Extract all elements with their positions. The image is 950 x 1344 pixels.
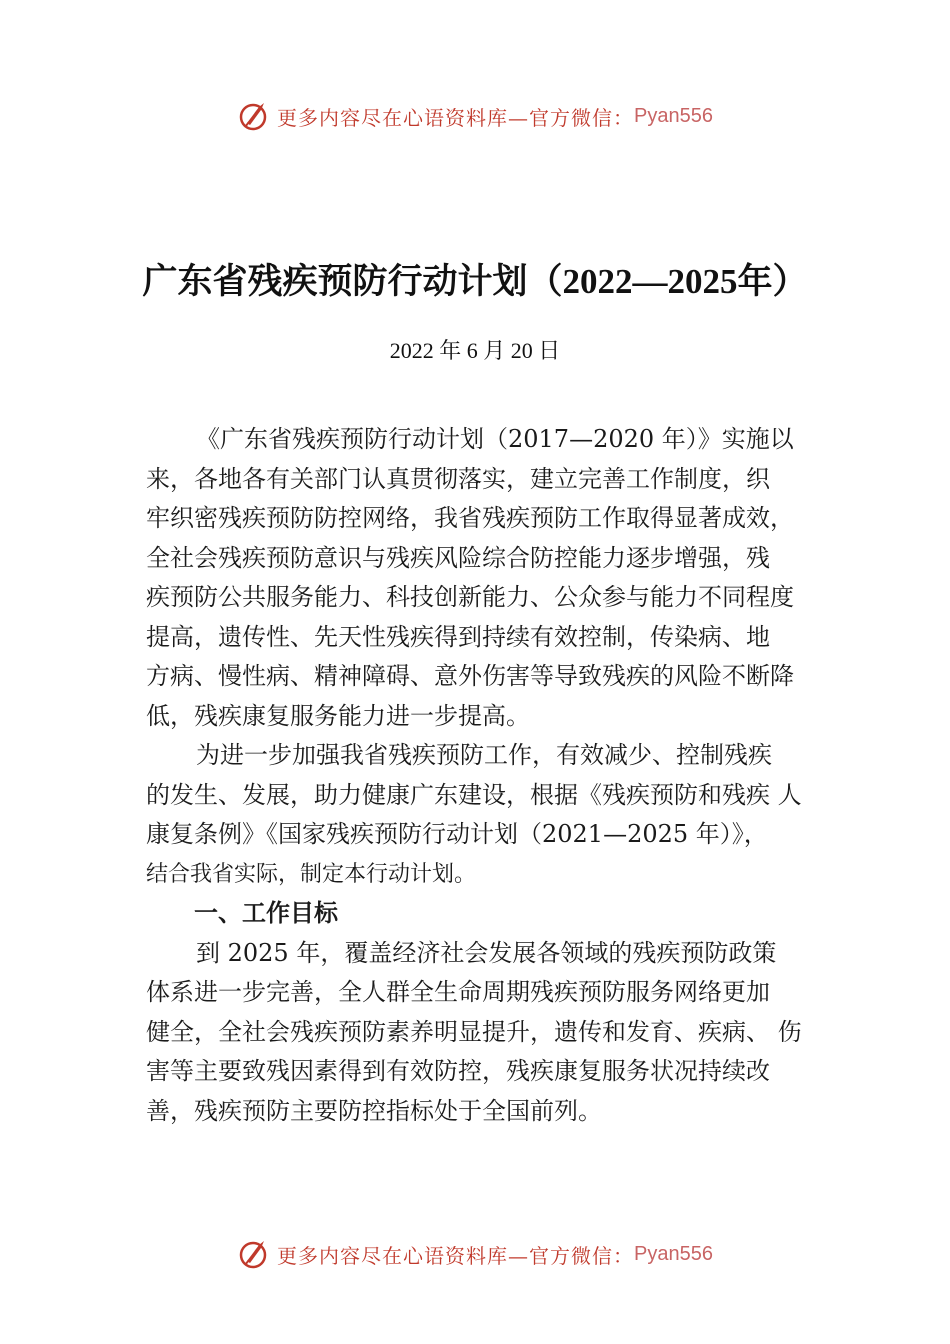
text-line: 害等主要致残因素得到有效防控，残疾康复服务状况持续改: [146, 1057, 770, 1085]
text-line: 低，残疾康复服务能力进一步提高。: [146, 701, 530, 730]
text-line: 结合我省实际，制定本行动计划。: [146, 861, 477, 887]
document-date: 2022 年 6 月 20 日: [389, 338, 561, 363]
text-line: 康复条例》《国家残疾预防行动计划（2021—2025 年）》，: [146, 820, 768, 848]
watermark-text: 更多内容尽在心语资料库—官方微信：: [277, 105, 635, 130]
document-title: [0, 254, 950, 304]
title-prefix: 广东省残疾预防行动计划（: [142, 261, 563, 302]
paragraph-3: [146, 934, 834, 1132]
text-line: 到 2025 年，覆盖经济社会发展各领域的残疾预防政策: [196, 938, 777, 967]
text-line: 健全，全社会残疾预防素养明显提升，遗传和发育、疾病、 伤: [146, 1017, 802, 1046]
text-line: 疾预防公共服务能力、科技创新能力、公众参与能力不同程度: [146, 583, 794, 611]
text-line: 《广东省残疾预防行动计划（2017—2020 年）》实施以: [196, 425, 794, 453]
text-line: 善，残疾预防主要防控指标处于全国前列。: [146, 1096, 602, 1125]
text-line: 方病、慢性病、精神障碍、意外伤害等导致残疾的风险不断降: [146, 662, 794, 690]
text-line: 的发生、发展，助力健康广东建设，根据《残疾预防和残疾 人: [146, 780, 802, 809]
text-line: 体系进一步完善，全人群全生命周期残疾预防服务网络更加: [146, 978, 770, 1006]
title-years: 2022—2025: [562, 262, 738, 301]
paragraph-1: [146, 420, 834, 736]
quill-logo-icon: [237, 99, 271, 133]
text-line: 提高，遗传性、先天性残疾得到持续有效控制，传染病、地: [146, 622, 770, 651]
watermark-handle: Pyan556: [634, 104, 713, 127]
watermark-text: 更多内容尽在心语资料库—官方微信：: [277, 1243, 635, 1268]
text-line: 来，各地各有关部门认真贯彻落实，建立完善工作制度，织: [146, 464, 770, 493]
watermark-banner-top: [0, 96, 950, 136]
text-line: 全社会残疾预防意识与残疾风险综合防控能力逐步增强，残: [146, 543, 770, 572]
text-line: 牢织密残疾预防防控网络，我省残疾预防工作取得显著成效，: [146, 504, 794, 532]
text-line: 为进一步加强我省残疾预防工作，有效减少、控制残疾: [196, 741, 772, 769]
section-heading: 一、工作目标: [194, 899, 338, 927]
paragraph-2: [146, 736, 834, 894]
quill-logo-icon: [237, 1237, 271, 1271]
watermark-banner-bottom: [0, 1234, 950, 1274]
title-suffix: 年）: [737, 261, 808, 302]
watermark-handle: Pyan556: [634, 1242, 713, 1265]
document-body: [146, 420, 834, 1131]
